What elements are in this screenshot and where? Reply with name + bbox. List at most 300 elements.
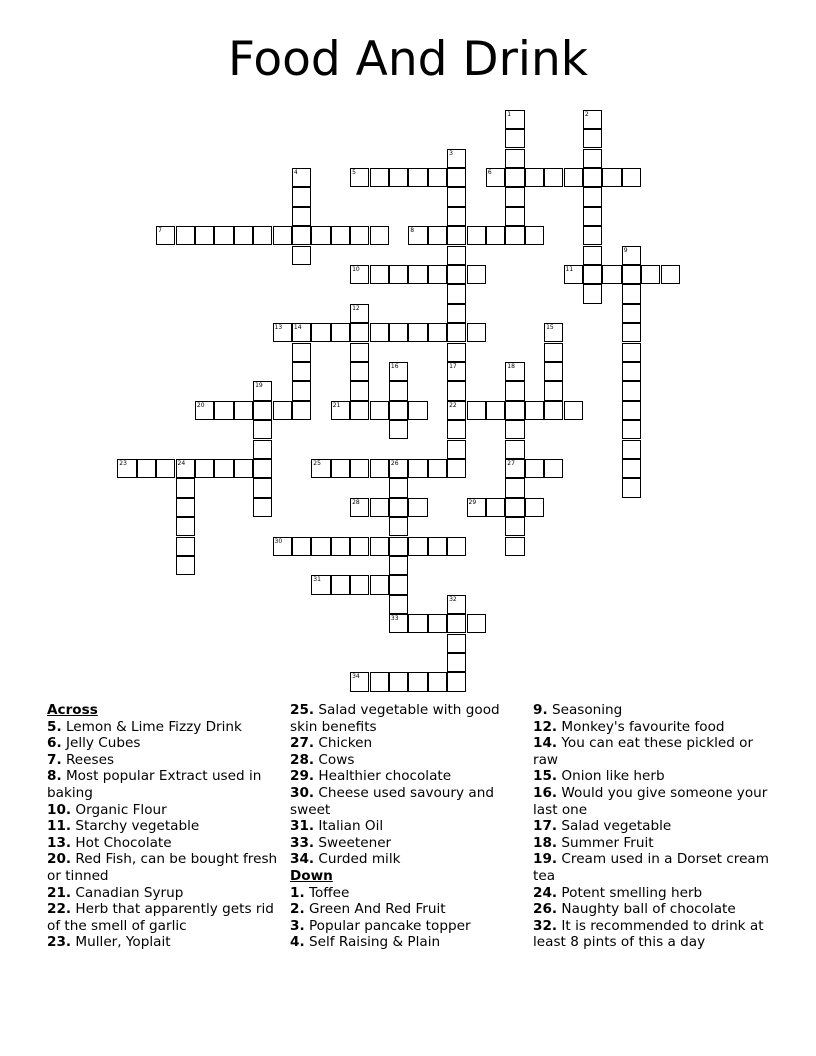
cell-number: 22 (449, 401, 457, 409)
across-clue (47, 835, 283, 852)
grid-cell[interactable] (273, 401, 292, 420)
cell-number: 31 (313, 576, 321, 584)
grid-cell[interactable] (408, 672, 427, 691)
grid-cell[interactable] (505, 478, 524, 497)
clue-text: Healthier chocolate (314, 768, 452, 785)
grid-cell[interactable] (292, 323, 311, 342)
grid-cell[interactable] (253, 420, 272, 439)
grid-cell[interactable] (331, 537, 350, 556)
grid-cell[interactable] (622, 323, 641, 342)
grid-cell[interactable] (525, 168, 544, 187)
grid-cell[interactable] (447, 537, 466, 556)
grid-cell[interactable] (176, 556, 195, 575)
grid-cell[interactable] (544, 323, 563, 342)
grid-cell[interactable] (428, 226, 447, 245)
grid-cell[interactable] (253, 226, 272, 245)
grid-cell[interactable] (583, 226, 602, 245)
grid-cell[interactable] (389, 362, 408, 381)
clue-number: 20. (47, 851, 72, 868)
clue-text: Summer Fruit (557, 834, 654, 851)
down-clue (533, 851, 769, 884)
across-clue (290, 752, 526, 769)
down-clue (290, 934, 526, 951)
grid-cell[interactable] (292, 187, 311, 206)
grid-cell[interactable] (505, 420, 524, 439)
grid-cell[interactable] (370, 168, 389, 187)
grid-cell[interactable] (253, 381, 272, 400)
grid-cell[interactable] (447, 672, 466, 691)
grid-cell[interactable] (622, 362, 641, 381)
grid-cell[interactable] (428, 537, 447, 556)
grid-cell[interactable] (350, 323, 369, 342)
grid-cell[interactable] (505, 187, 524, 206)
clue-number: 9. (533, 702, 548, 718)
down-header: Down (290, 867, 333, 884)
clue-text: Seasoning (547, 702, 623, 718)
grid-cell[interactable] (350, 343, 369, 362)
clue-column-1 (47, 702, 283, 951)
grid-cell[interactable] (641, 265, 660, 284)
grid-cell[interactable] (253, 440, 272, 459)
grid-cell[interactable] (447, 304, 466, 323)
grid-cell[interactable] (583, 246, 602, 265)
grid-cell[interactable] (467, 498, 486, 517)
grid-cell[interactable] (428, 614, 447, 633)
grid-cell[interactable] (350, 226, 369, 245)
clue-column-2 (290, 702, 526, 951)
grid-cell[interactable] (389, 381, 408, 400)
grid-cell[interactable] (389, 168, 408, 187)
clue-number: 23. (47, 934, 72, 951)
grid-cell[interactable] (505, 207, 524, 226)
grid-cell[interactable] (292, 362, 311, 381)
grid-cell[interactable] (292, 537, 311, 556)
grid-cell[interactable] (350, 381, 369, 400)
grid-cell[interactable] (583, 129, 602, 148)
clue-number: 29. (290, 768, 315, 785)
grid-cell[interactable] (350, 362, 369, 381)
grid-cell[interactable] (370, 265, 389, 284)
clue-number: 11. (47, 818, 72, 835)
clue-number: 13. (47, 834, 72, 851)
clue-text: Cows (314, 751, 355, 768)
grid-cell[interactable] (370, 401, 389, 420)
grid-cell[interactable] (214, 459, 233, 478)
grid-cell[interactable] (389, 614, 408, 633)
cell-number: 15 (546, 324, 554, 332)
cell-number: 16 (390, 362, 399, 370)
grid-cell[interactable] (408, 459, 427, 478)
grid-cell[interactable] (331, 459, 350, 478)
grid-cell[interactable] (176, 226, 195, 245)
grid-cell[interactable] (467, 265, 486, 284)
grid-cell[interactable] (331, 575, 350, 594)
down-clue (533, 768, 769, 785)
clue-number: 21. (47, 884, 72, 901)
clue-number: 10. (47, 801, 72, 818)
clue-text: Self Raising & Plain (304, 934, 441, 951)
grid-cell[interactable] (408, 498, 427, 517)
grid-cell[interactable] (408, 614, 427, 633)
cell-number: 19 (255, 382, 263, 390)
cell-number: 33 (390, 615, 399, 623)
grid-cell[interactable] (486, 498, 505, 517)
grid-cell[interactable] (428, 168, 447, 187)
grid-cell[interactable] (583, 207, 602, 226)
grid-cell[interactable] (176, 498, 195, 517)
down-clue (533, 785, 769, 818)
grid-cell[interactable] (505, 459, 524, 478)
grid-cell[interactable] (389, 556, 408, 575)
grid-cell[interactable] (156, 459, 175, 478)
grid-cell[interactable] (505, 381, 524, 400)
across-clue (47, 752, 283, 769)
cell-number: 12 (352, 304, 360, 312)
grid-cell[interactable] (505, 168, 524, 187)
grid-cell[interactable] (311, 537, 330, 556)
grid-cell[interactable] (447, 614, 466, 633)
grid-cell[interactable] (389, 478, 408, 497)
grid-cell[interactable] (389, 498, 408, 517)
down-clue (290, 918, 526, 935)
grid-cell[interactable] (292, 381, 311, 400)
grid-cell[interactable] (544, 362, 563, 381)
down-clue (290, 901, 526, 918)
grid-cell[interactable] (389, 672, 408, 691)
cell-number: 18 (507, 362, 515, 370)
grid-cell[interactable] (505, 517, 524, 536)
grid-cell[interactable] (447, 226, 466, 245)
clue-number: 8. (47, 768, 62, 785)
grid-cell[interactable] (389, 595, 408, 614)
clue-number: 26. (533, 901, 558, 918)
puzzle-title: Food And Drink (228, 32, 588, 87)
grid-cell[interactable] (447, 420, 466, 439)
grid-cell[interactable] (544, 168, 563, 187)
grid-cell[interactable] (156, 226, 175, 245)
grid-cell[interactable] (505, 498, 524, 517)
grid-cell[interactable] (447, 634, 466, 653)
grid-cell[interactable] (331, 401, 350, 420)
grid-cell[interactable] (292, 168, 311, 187)
grid-cell[interactable] (525, 498, 544, 517)
grid-cell[interactable] (370, 323, 389, 342)
clue-text: Green And Red Fruit (304, 901, 446, 918)
grid-cell[interactable] (447, 343, 466, 362)
grid-cell[interactable] (622, 265, 641, 284)
grid-cell[interactable] (447, 362, 466, 381)
grid-cell[interactable] (370, 537, 389, 556)
grid-cell[interactable] (408, 323, 427, 342)
grid-cell[interactable] (389, 575, 408, 594)
grid-cell[interactable] (505, 537, 524, 556)
cell-number: 34 (352, 673, 360, 681)
grid-cell[interactable] (273, 226, 292, 245)
grid-cell[interactable] (505, 129, 524, 148)
grid-cell[interactable] (350, 304, 369, 323)
grid-cell[interactable] (505, 401, 524, 420)
grid-cell[interactable] (214, 226, 233, 245)
cell-number: 32 (449, 595, 457, 603)
clue-number: 14. (533, 735, 558, 752)
grid-cell[interactable] (350, 265, 369, 284)
cell-number: 1 (507, 110, 512, 118)
grid-cell[interactable] (350, 459, 369, 478)
grid-cell[interactable] (214, 401, 233, 420)
grid-cell[interactable] (234, 401, 253, 420)
grid-cell[interactable] (583, 187, 602, 206)
grid-cell[interactable] (564, 401, 583, 420)
clue-number: 28. (290, 751, 315, 768)
grid-cell[interactable] (408, 401, 427, 420)
grid-cell[interactable] (389, 265, 408, 284)
clue-number: 5. (47, 718, 62, 735)
grid-cell[interactable] (583, 110, 602, 129)
cell-number: 13 (274, 324, 283, 332)
grid-cell[interactable] (370, 459, 389, 478)
grid-cell[interactable] (176, 459, 195, 478)
grid-cell[interactable] (428, 459, 447, 478)
grid-cell[interactable] (350, 498, 369, 517)
grid-cell[interactable] (505, 440, 524, 459)
grid-cell[interactable] (564, 265, 583, 284)
grid-cell[interactable] (544, 459, 563, 478)
grid-cell[interactable] (389, 517, 408, 536)
grid-cell[interactable] (234, 459, 253, 478)
cell-number: 10 (352, 265, 360, 273)
across-clue (290, 785, 526, 818)
grid-cell[interactable] (486, 401, 505, 420)
clue-number: 25. (290, 702, 315, 718)
across-clue (47, 934, 283, 951)
grid-cell[interactable] (661, 265, 680, 284)
grid-cell[interactable] (370, 575, 389, 594)
grid-cell[interactable] (622, 401, 641, 420)
grid-cell[interactable] (253, 401, 272, 420)
grid-cell[interactable] (389, 537, 408, 556)
cell-number: 30 (274, 537, 283, 545)
grid-cell[interactable] (622, 420, 641, 439)
grid-cell[interactable] (447, 207, 466, 226)
grid-cell[interactable] (622, 284, 641, 303)
grid-cell[interactable] (583, 168, 602, 187)
grid-cell[interactable] (447, 187, 466, 206)
grid-cell[interactable] (176, 537, 195, 556)
clue-text: Potent smelling herb (557, 884, 703, 901)
grid-cell[interactable] (447, 284, 466, 303)
grid-cell[interactable] (331, 323, 350, 342)
grid-cell[interactable] (583, 284, 602, 303)
clue-text: Jelly Cubes (61, 735, 141, 752)
grid-cell[interactable] (583, 149, 602, 168)
clue-text: Hot Chocolate (71, 834, 172, 851)
clue-number: 33. (290, 834, 315, 851)
grid-cell[interactable] (389, 459, 408, 478)
grid-cell[interactable] (292, 246, 311, 265)
grid-cell[interactable] (622, 304, 641, 323)
clue-text: Canadian Syrup (71, 884, 184, 901)
grid-cell[interactable] (622, 168, 641, 187)
clue-text: Lemon & Lime Fizzy Drink (61, 718, 242, 735)
clue-text: Cheese used savoury and sweet (290, 784, 494, 818)
grid-cell[interactable] (447, 168, 466, 187)
clue-text: Muller, Yoplait (71, 934, 171, 951)
grid-cell[interactable] (544, 343, 563, 362)
grid-cell[interactable] (311, 575, 330, 594)
clue-text: Popular pancake topper (304, 917, 471, 934)
down-clue (533, 901, 769, 918)
grid-cell[interactable] (447, 265, 466, 284)
grid-cell[interactable] (505, 362, 524, 381)
cell-number: 5 (352, 168, 356, 176)
grid-cell[interactable] (505, 149, 524, 168)
grid-cell[interactable] (564, 168, 583, 187)
cell-number: 3 (449, 149, 453, 157)
grid-cell[interactable] (253, 478, 272, 497)
grid-cell[interactable] (292, 343, 311, 362)
grid-cell[interactable] (195, 459, 214, 478)
grid-cell[interactable] (467, 323, 486, 342)
grid-cell[interactable] (389, 323, 408, 342)
grid-cell[interactable] (292, 207, 311, 226)
grid-cell[interactable] (350, 672, 369, 691)
grid-cell[interactable] (467, 226, 486, 245)
grid-cell[interactable] (622, 246, 641, 265)
grid-cell[interactable] (447, 459, 466, 478)
grid-cell[interactable] (350, 575, 369, 594)
grid-cell[interactable] (602, 265, 621, 284)
clue-text: It is recommended to drink at least 8 pints of this a day (533, 917, 764, 951)
grid-cell[interactable] (525, 459, 544, 478)
clue-number: 3. (290, 917, 305, 934)
grid-cell[interactable] (117, 459, 136, 478)
grid-cell[interactable] (408, 168, 427, 187)
clue-text: Cream used in a Dorset cream tea (533, 851, 769, 884)
grid-cell[interactable] (447, 595, 466, 614)
grid-cell[interactable] (544, 381, 563, 400)
grid-cell[interactable] (253, 459, 272, 478)
grid-cell[interactable] (622, 381, 641, 400)
grid-cell[interactable] (505, 110, 524, 129)
grid-cell[interactable] (234, 226, 253, 245)
clue-number: 34. (290, 851, 315, 868)
grid-cell[interactable] (544, 401, 563, 420)
grid-cell[interactable] (447, 401, 466, 420)
grid-cell[interactable] (622, 343, 641, 362)
grid-cell[interactable] (292, 226, 311, 245)
grid-cell[interactable] (428, 672, 447, 691)
grid-cell[interactable] (137, 459, 156, 478)
grid-cell[interactable] (350, 537, 369, 556)
grid-cell[interactable] (525, 226, 544, 245)
grid-cell[interactable] (408, 226, 427, 245)
grid-cell[interactable] (447, 246, 466, 265)
clue-number: 2. (290, 901, 305, 918)
across-clue (47, 885, 283, 902)
grid-cell[interactable] (370, 672, 389, 691)
grid-cell[interactable] (505, 226, 524, 245)
grid-cell[interactable] (467, 401, 486, 420)
grid-cell[interactable] (331, 226, 350, 245)
clue-text: Chicken (314, 735, 373, 752)
grid-cell[interactable] (408, 265, 427, 284)
clue-text: Reeses (61, 751, 115, 768)
grid-cell[interactable] (370, 226, 389, 245)
grid-cell[interactable] (622, 440, 641, 459)
grid-cell[interactable] (273, 323, 292, 342)
grid-cell[interactable] (525, 401, 544, 420)
grid-cell[interactable] (253, 498, 272, 517)
across-clue (290, 735, 526, 752)
grid-cell[interactable] (447, 440, 466, 459)
cell-number: 28 (352, 498, 360, 506)
grid-cell[interactable] (176, 517, 195, 536)
grid-cell[interactable] (350, 168, 369, 187)
clue-number: 15. (533, 768, 558, 785)
grid-cell[interactable] (311, 459, 330, 478)
clue-number: 31. (290, 818, 315, 835)
across-clue (290, 835, 526, 852)
grid-cell[interactable] (195, 401, 214, 420)
across-clue (47, 901, 283, 934)
grid-cell[interactable] (447, 149, 466, 168)
grid-cell[interactable] (176, 478, 195, 497)
down-clue (533, 918, 769, 951)
across-clue (47, 851, 283, 884)
down-clue (533, 735, 769, 768)
grid-cell[interactable] (602, 168, 621, 187)
grid-cell[interactable] (428, 323, 447, 342)
clue-number: 18. (533, 834, 558, 851)
grid-cell[interactable] (350, 401, 369, 420)
grid-cell[interactable] (428, 265, 447, 284)
grid-cell[interactable] (583, 265, 602, 284)
clue-number: 12. (533, 718, 558, 735)
cell-number: 21 (332, 401, 341, 409)
clue-text: Starchy vegetable (71, 818, 200, 835)
cell-number: 27 (507, 459, 515, 467)
grid-cell[interactable] (389, 401, 408, 420)
across-clue (47, 735, 283, 752)
grid-cell[interactable] (447, 653, 466, 672)
grid-cell[interactable] (447, 381, 466, 400)
grid-cell[interactable] (486, 226, 505, 245)
grid-cell[interactable] (467, 614, 486, 633)
cell-number: 4 (293, 168, 298, 176)
down-clue (533, 719, 769, 736)
clue-number: 30. (290, 784, 315, 801)
grid-cell[interactable] (370, 498, 389, 517)
grid-cell[interactable] (389, 420, 408, 439)
grid-cell[interactable] (311, 226, 330, 245)
grid-cell[interactable] (622, 459, 641, 478)
clue-number: 27. (290, 735, 315, 752)
grid-cell[interactable] (622, 478, 641, 497)
grid-cell[interactable] (408, 537, 427, 556)
grid-cell[interactable] (292, 401, 311, 420)
across-clue (290, 702, 526, 735)
grid-cell[interactable] (195, 226, 214, 245)
grid-cell[interactable] (273, 537, 292, 556)
grid-cell[interactable] (311, 323, 330, 342)
clue-text: Herb that apparently gets rid of the smell of garlic (47, 901, 274, 934)
clue-number: 7. (47, 751, 62, 768)
grid-cell[interactable] (447, 323, 466, 342)
clue-text: Salad vegetable with good skin benefits (290, 702, 500, 735)
grid-cell[interactable] (486, 168, 505, 187)
cell-number: 7 (158, 227, 162, 235)
clue-number: 17. (533, 818, 558, 835)
